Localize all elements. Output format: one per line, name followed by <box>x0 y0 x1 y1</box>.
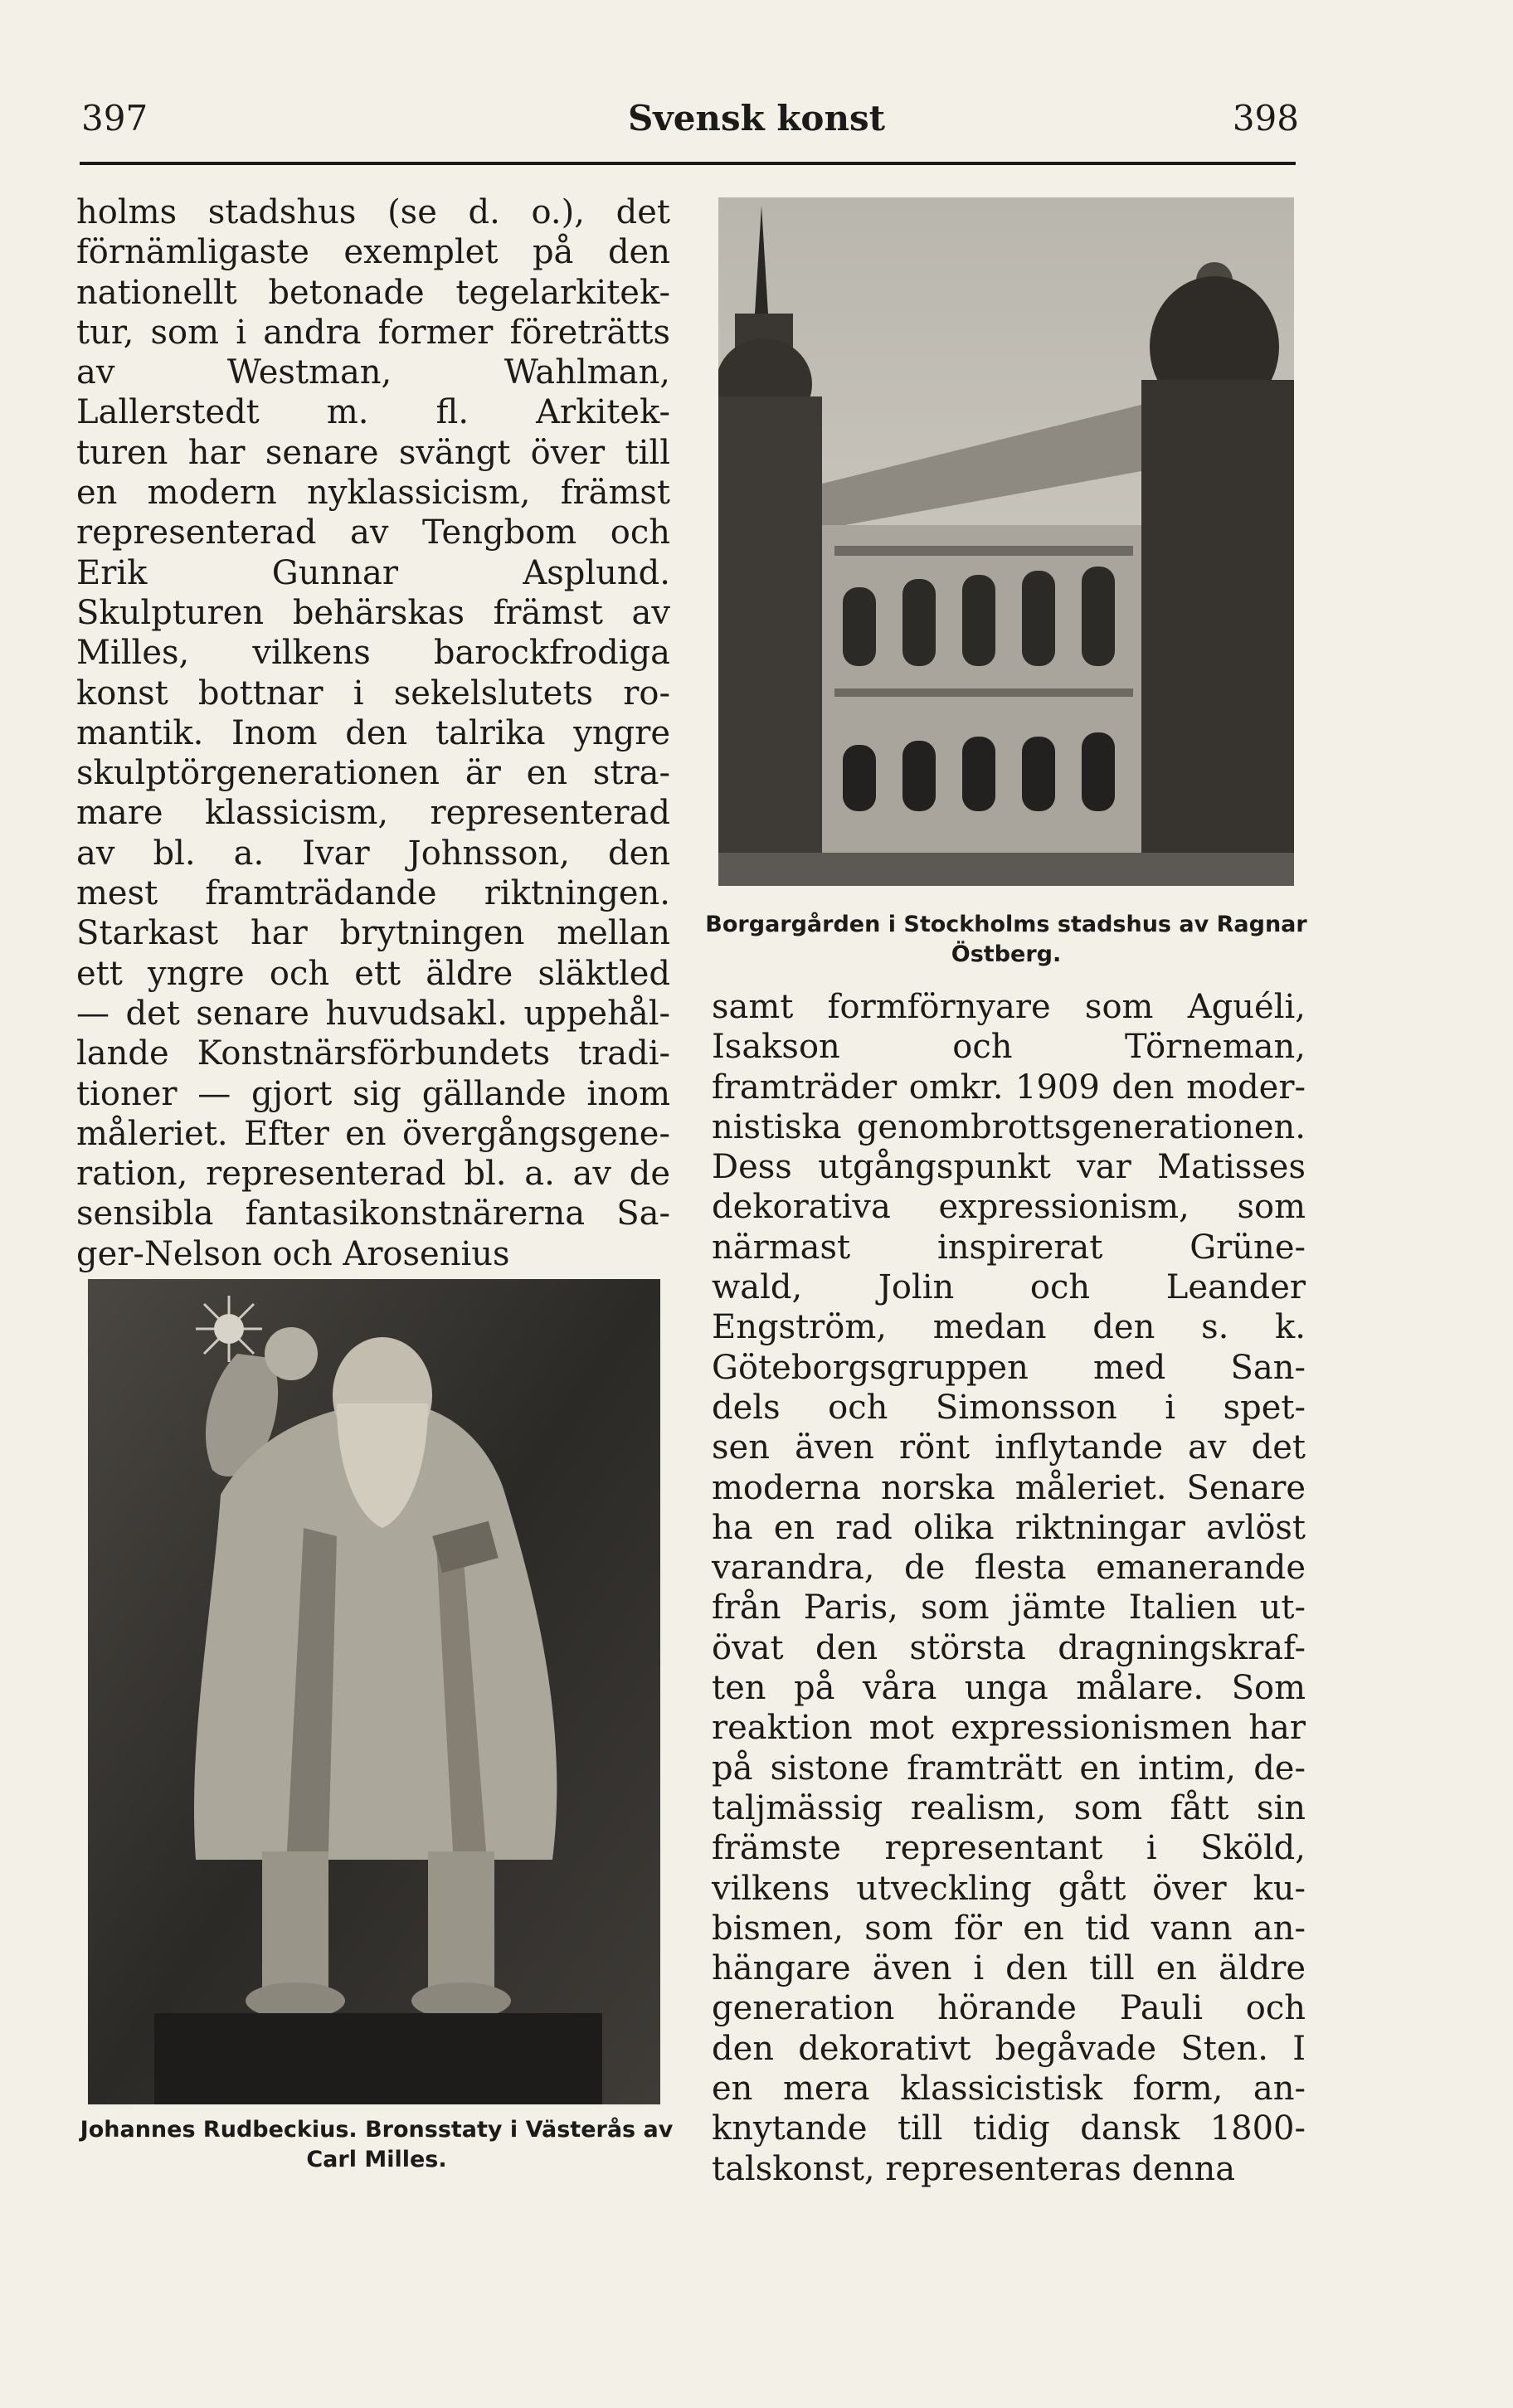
text-line: Isakson och Törneman, <box>712 1028 1306 1067</box>
text-line: turen har senare svängt över till <box>76 433 670 472</box>
text-line: skulptörgenerationen är en stra- <box>76 754 670 793</box>
text-line: sen även rönt inflytande av det <box>712 1428 1306 1467</box>
right-column-text <box>712 987 1306 2189</box>
text-line: Dess utgångspunkt var Matisses <box>712 1148 1306 1187</box>
text-line: Skulpturen behärskas främst av <box>76 593 670 632</box>
text-line: på sistone framträtt en intim, de- <box>712 1749 1306 1788</box>
text-line: måleriet. Efter en övergångsgene- <box>76 1114 670 1153</box>
text-line: wald, Jolin och Leander <box>712 1268 1306 1307</box>
text-line: mest framträdande riktningen. <box>76 874 670 913</box>
rudbeckius-statue-photo <box>88 1279 660 2104</box>
text-line: dels och Simonsson i spet- <box>712 1388 1306 1427</box>
text-line: — det senare huvudsakl. uppehål- <box>76 994 670 1033</box>
text-line: en mera klassicistisk form, an- <box>712 2070 1306 2109</box>
text-line: knytande till tidig dansk 1800- <box>712 2109 1306 2148</box>
text-line: mare klassicism, representerad <box>76 794 670 833</box>
text-line: ration, representerad bl. a. av de <box>76 1155 670 1194</box>
text-line: lande Konstnärsförbundets tradi- <box>76 1034 670 1073</box>
stadshus-courtyard-photo <box>718 197 1294 886</box>
text-line: närmast inspirerat Grüne- <box>712 1228 1306 1267</box>
text-line: av Westman, Wahlman, <box>76 353 670 392</box>
text-line: från Paris, som jämte Italien ut- <box>712 1588 1306 1627</box>
text-line: ha en rad olika riktningar avlöst <box>712 1508 1306 1547</box>
page-number-right: 398 <box>1232 98 1299 139</box>
text-line: förnämligaste exemplet på den <box>76 233 670 272</box>
text-line: samt formförnyare som Aguéli, <box>712 988 1306 1026</box>
text-line: Engström, medan den s. k. <box>712 1308 1306 1347</box>
text-line: talskonst, representeras denna <box>712 2149 1236 2188</box>
text-line: av bl. a. Ivar Johnsson, den <box>76 834 670 873</box>
caption-statue: Johannes Rudbeckius. Bronsstaty i Västerås av Carl Milles. <box>80 2117 674 2172</box>
text-line: en modern nyklassicism, främst <box>76 474 670 513</box>
text-line: mantik. Inom den talrika yngre <box>76 713 670 752</box>
text-line: dekorativa expressionism, som <box>712 1188 1306 1227</box>
text-line: hängare även i den till en äldre <box>712 1949 1306 1988</box>
text-line: nationellt betonade tegelarkitek- <box>76 273 670 312</box>
text-line: den dekorativt begåvade Sten. I <box>712 2029 1306 2068</box>
text-line: bismen, som för en tid vann an- <box>712 1909 1306 1948</box>
page-number-left: 397 <box>81 98 148 139</box>
text-line: moderna norska måleriet. Senare <box>712 1468 1306 1507</box>
text-line: representerad av Tengbom och <box>76 513 670 552</box>
text-line: taljmässig realism, som fått sin <box>712 1788 1306 1827</box>
running-title: Svensk konst <box>627 98 886 139</box>
text-line: framträder omkr. 1909 den moder- <box>712 1068 1306 1107</box>
text-line: Milles, vilkens barockfrodiga <box>76 634 670 673</box>
text-line: sensibla fantasikonstnärerna Sa- <box>76 1194 670 1233</box>
text-line: nistiska genombrottsgenerationen. <box>712 1107 1306 1146</box>
left-column-text <box>76 192 670 1274</box>
text-line: övat den största dragningskraf- <box>712 1628 1306 1667</box>
text-line: ten på våra unga målare. Som <box>712 1669 1306 1708</box>
text-line: konst bottnar i sekelslutets ro- <box>76 674 670 713</box>
text-line: varandra, de flesta emanerande <box>712 1549 1306 1588</box>
text-line: främste representant i Sköld, <box>712 1829 1306 1868</box>
text-line: Starkast har brytningen mellan <box>76 914 670 953</box>
text-line: vilkens utveckling gått över ku- <box>712 1869 1306 1908</box>
text-line: reaktion mot expressionismen har <box>712 1709 1306 1748</box>
text-line: Erik Gunnar Asplund. <box>76 553 670 592</box>
text-line: tioner — gjort sig gällande inom <box>76 1074 670 1113</box>
text-line: Göteborgsgruppen med San- <box>712 1348 1306 1387</box>
text-line: ett yngre och ett äldre släktled <box>76 954 670 993</box>
text-line: holms stadshus (se d. o.), det <box>76 193 670 231</box>
text-line: generation hörande Pauli och <box>712 1989 1306 2028</box>
caption-courtyard: Borgargården i Stockholms stadshus av Ragnar Östberg. <box>705 912 1307 967</box>
text-line: Lallerstedt m. fl. Arkitek- <box>76 393 670 432</box>
header-rule <box>80 162 1296 165</box>
text-line: tur, som i andra former företrätts <box>76 313 670 352</box>
text-line: ger-Nelson och Arosenius <box>76 1234 510 1273</box>
